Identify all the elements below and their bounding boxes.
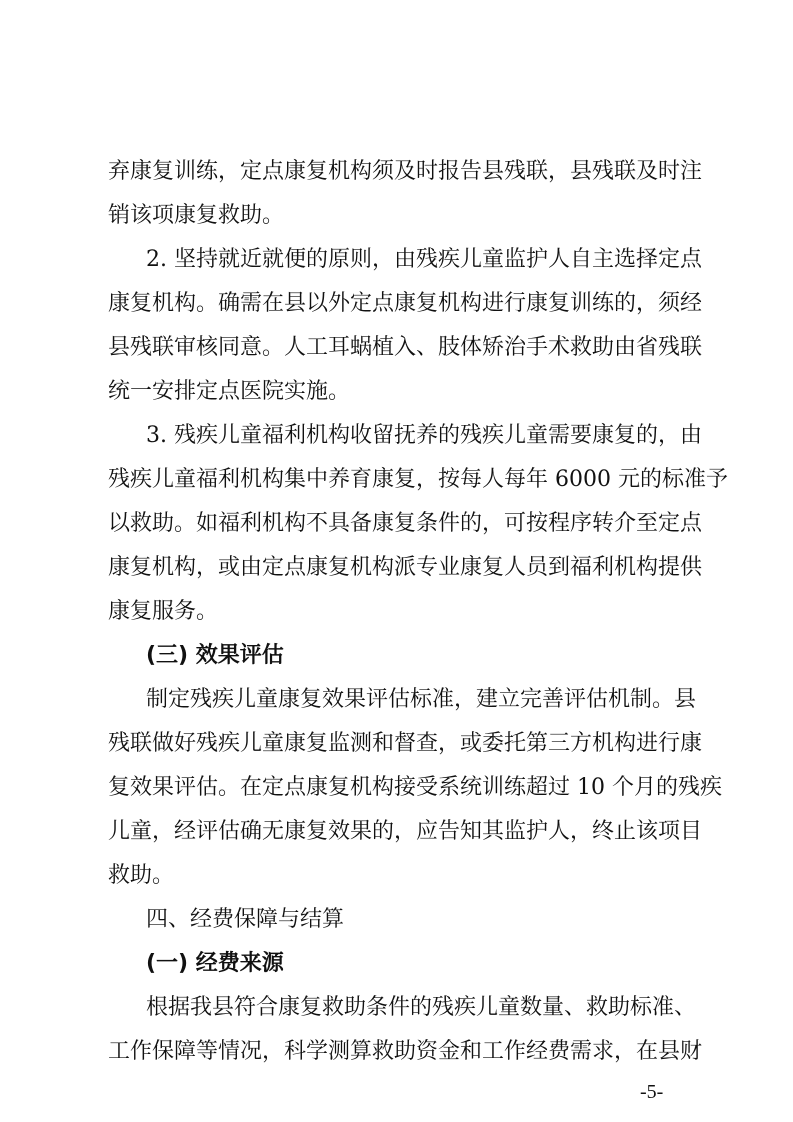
list-item-2: 2. 坚持就近就便的原则，由残疾儿童监护人自主选择定点 <box>146 247 702 272</box>
body-text-line: 县残联审核同意。人工耳蜗植入、肢体矫治手术救助由省残联 <box>108 335 703 360</box>
list-item-3: 3. 残疾儿童福利机构收留抚养的残疾儿童需要康复的，由 <box>146 423 702 448</box>
body-text-line: 康复机构。确需在县以外定点康复机构进行康复训练的，须经 <box>108 291 703 316</box>
section-heading-funding: 四、经费保障与结算 <box>146 907 345 932</box>
body-text-line: 康复机构，或由定点康复机构派专业康复人员到福利机构提供 <box>108 555 703 580</box>
body-text-line: 残疾儿童福利机构集中养育康复，按每人每年 6000 元的标准予 <box>108 467 728 492</box>
body-text-line: 销该项康复救助。 <box>108 203 285 228</box>
body-text-line: 复效果评估。在定点康复机构接受系统训练超过 10 个月的残疾 <box>108 775 722 800</box>
body-text-line: 工作保障等情况，科学测算救助资金和工作经费需求，在县财 <box>108 1039 703 1064</box>
body-text-line: 救助。 <box>108 863 175 888</box>
subsection-heading-funding-source: (一) 经费来源 <box>146 951 284 976</box>
body-text-line: 弃康复训练，定点康复机构须及时报告县残联，县残联及时注 <box>108 159 703 184</box>
body-text-line: 康复服务。 <box>108 599 219 624</box>
paragraph-start-line: 根据我县符合康复救助条件的残疾儿童数量、救助标准、 <box>146 995 697 1020</box>
page-number: -5- <box>640 1081 664 1103</box>
paragraph-start-line: 制定残疾儿童康复效果评估标准，建立完善评估机制。县 <box>146 687 697 712</box>
body-text-line: 以救助。如福利机构不具备康复条件的，可按程序转介至定点 <box>108 511 703 536</box>
body-text-line: 儿童，经评估确无康复效果的，应告知其监护人，终止该项目 <box>108 819 703 844</box>
body-text-line: 残联做好残疾儿童康复监测和督查，或委托第三方机构进行康 <box>108 731 703 756</box>
body-text-line: 统一安排定点医院实施。 <box>108 379 351 404</box>
section-heading-effect-evaluation: (三) 效果评估 <box>146 643 284 668</box>
